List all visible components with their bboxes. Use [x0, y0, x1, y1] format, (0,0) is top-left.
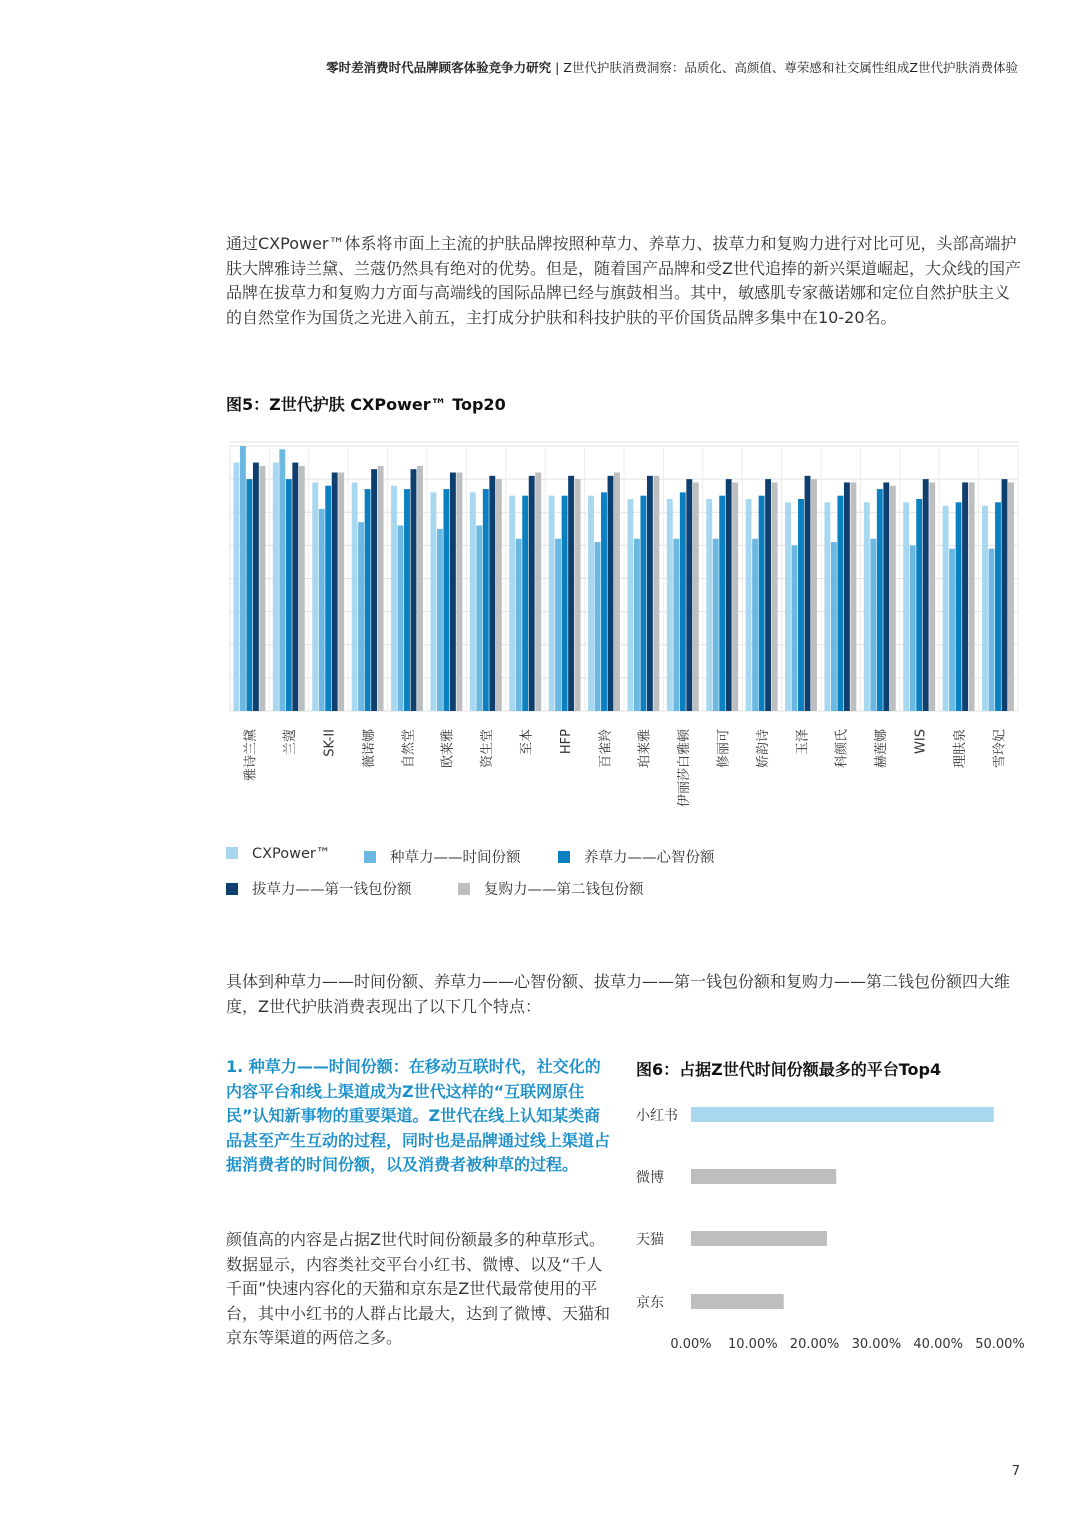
bar	[240, 446, 246, 711]
bar	[627, 499, 633, 711]
category-label: 理肤泉	[952, 729, 968, 769]
header-separator: |	[555, 60, 560, 75]
category-label: 玉泽	[795, 729, 811, 756]
figure5-title: 图5：Z世代护肤 CXPower™ Top20	[226, 395, 506, 414]
platform-label: 天猫	[636, 1232, 664, 1248]
bar	[903, 502, 909, 711]
bar	[752, 539, 758, 711]
bar	[476, 526, 482, 712]
bar	[1002, 479, 1008, 711]
bar	[535, 473, 541, 712]
bar	[691, 1294, 784, 1309]
figure6-chart	[628, 1092, 1048, 1362]
category-label: 兰蔻	[283, 729, 299, 756]
bar	[647, 476, 653, 711]
bar	[706, 499, 712, 711]
bar	[923, 479, 929, 711]
x-tick-label: 30.00%	[851, 1337, 902, 1352]
bar	[831, 542, 837, 711]
platform-label: 京东	[636, 1295, 664, 1311]
report-subtitle: Z世代护肤消费洞察：品质化、高颜值、尊荣感和社交属性组成Z世代护肤消费体验	[563, 60, 1018, 75]
bar	[995, 502, 1001, 711]
bar	[805, 476, 811, 711]
bar	[943, 506, 949, 711]
bar	[450, 473, 456, 712]
category-label: 雅诗兰黛	[243, 729, 259, 782]
bar	[483, 489, 489, 711]
category-label: 雪玲妃	[992, 729, 1008, 769]
bar	[746, 499, 752, 711]
bar	[595, 542, 601, 711]
bar	[634, 539, 640, 711]
bar	[883, 482, 889, 711]
category-label: 娇韵诗	[755, 729, 771, 769]
bar	[640, 496, 646, 711]
bar	[811, 479, 817, 711]
bar	[956, 502, 962, 711]
figure5-chart	[210, 436, 1030, 836]
bar	[279, 449, 285, 711]
legend-item-yangcao	[558, 846, 715, 867]
bar	[1008, 482, 1014, 711]
bar	[575, 479, 581, 711]
bar	[693, 482, 699, 711]
intro-paragraph	[226, 232, 1022, 330]
category-label: HFP	[558, 729, 574, 755]
bar	[614, 473, 620, 712]
bar	[246, 479, 252, 711]
legend-label: CXPower™	[252, 846, 331, 862]
x-tick-label: 40.00%	[913, 1337, 963, 1352]
bar	[726, 479, 732, 711]
bar	[772, 482, 778, 711]
bar	[844, 482, 850, 711]
bar	[691, 1231, 827, 1246]
bar	[358, 522, 364, 711]
bar	[562, 496, 568, 711]
legend-item-cxpower	[226, 846, 330, 862]
legend-item-fugou	[458, 878, 644, 899]
bar	[686, 479, 692, 711]
bar	[352, 482, 358, 711]
legend-swatch	[458, 883, 470, 895]
bar	[864, 502, 870, 711]
intro-text: 通过CXPower™体系将市面上主流的护肤品牌按照种草力、养草力、拔草力和复购力进行对比可见，头部高端护肤大牌雅诗兰黛、兰蔻仍然具有绝对的优势。但是，随着国产品牌和受Z世代追捧的新兴渠道崛起，大众线的国产品牌在拔草力和复购力方面与高端线的国际品牌已经与旗鼓相当。其中，敏感肌专家薇诺娜和定位自然护肤主义的自然堂作为国货之光进入前五，主打成分护肤和科技护肤的平价国货品牌多集中在10-20名。	[226, 234, 1021, 327]
bar	[549, 496, 555, 711]
bar	[470, 492, 476, 711]
legend-label: 养草力——心智份额	[584, 850, 715, 866]
bar	[391, 486, 397, 711]
bar	[365, 489, 371, 711]
legend-swatch	[558, 851, 570, 863]
category-label: SK-II	[322, 729, 338, 757]
bar	[667, 499, 673, 711]
bar	[785, 502, 791, 711]
bar	[824, 502, 830, 711]
bar	[332, 473, 338, 712]
bar	[732, 482, 738, 711]
bar	[837, 496, 843, 711]
legend-item-zhongcao	[364, 846, 521, 867]
bar	[588, 496, 594, 711]
bar	[273, 463, 279, 711]
bar	[404, 489, 410, 711]
legend-swatch	[226, 883, 238, 895]
category-label: 百雀羚	[598, 729, 614, 769]
category-label: WIS	[913, 729, 929, 754]
bar	[568, 476, 574, 711]
callout-text: 1. 种草力——时间份额：在移动互联时代，社交化的内容平台和线上渠道成为Z世代这样的“互联网原住民”认知新事物的重要渠道。Z世代在线上认知某类商品甚至产生互动的过程，同时也是品牌通过线上渠道占据消费者的时间份额，以及消费者被种草的过程。	[226, 1057, 611, 1174]
category-label: 资生堂	[480, 729, 496, 769]
bar	[608, 476, 614, 711]
bar	[969, 482, 975, 711]
bar	[489, 476, 495, 711]
category-label: 薇诺娜	[361, 729, 377, 769]
bar	[916, 499, 922, 711]
bar	[437, 529, 443, 711]
x-tick-label: 10.00%	[728, 1337, 778, 1352]
bar	[798, 499, 804, 711]
bar	[765, 479, 771, 711]
bar	[299, 466, 305, 711]
bar	[456, 473, 462, 712]
bar	[443, 489, 449, 711]
bar	[962, 482, 968, 711]
legend-label: 拔草力——第一钱包份额	[252, 882, 412, 898]
bar	[516, 539, 522, 711]
bar	[555, 539, 561, 711]
section-intro	[226, 970, 1022, 1019]
bar	[719, 496, 725, 711]
category-label: 自然堂	[401, 729, 417, 769]
category-label: 修丽可	[716, 729, 732, 769]
platform-label: 小红书	[636, 1108, 678, 1124]
category-label: 科颜氏	[834, 729, 850, 769]
bar	[496, 479, 502, 711]
bar	[411, 469, 417, 711]
x-tick-label: 0.00%	[670, 1337, 712, 1352]
bar	[253, 463, 259, 711]
platform-label: 微博	[636, 1170, 664, 1186]
bar	[877, 489, 883, 711]
category-label: 至本	[519, 729, 535, 756]
bar	[325, 486, 331, 711]
bar	[673, 539, 679, 711]
x-tick-label: 20.00%	[789, 1337, 840, 1352]
bar	[910, 545, 916, 711]
category-label: 伊丽莎白雅顿	[677, 729, 693, 808]
bar	[680, 492, 686, 711]
running-header	[326, 58, 1018, 76]
bar	[417, 466, 423, 711]
bar	[601, 492, 607, 711]
bar	[312, 482, 318, 711]
bar	[929, 482, 935, 711]
bar	[522, 496, 528, 711]
category-label: 赫莲娜	[874, 729, 890, 769]
page-number: 7	[1011, 1464, 1020, 1479]
bar	[850, 482, 856, 711]
bar	[233, 463, 239, 711]
bar	[989, 549, 995, 711]
figure6-title: 图6：占据Z世代时间份额最多的平台Top4	[636, 1060, 942, 1079]
bar	[259, 466, 265, 711]
bar	[529, 476, 535, 711]
bar	[691, 1169, 836, 1184]
bar	[713, 539, 719, 711]
section-intro-text: 具体到种草力——时间份额、养草力——心智份额、拔草力——第一钱包份额和复购力——第二钱包份额四大维度，Z世代护肤消费表现出了以下几个特点：	[226, 972, 1011, 1016]
bar	[759, 496, 765, 711]
category-label: 珀莱雅	[637, 729, 653, 769]
bar	[949, 549, 955, 711]
bar	[371, 469, 377, 711]
legend-swatch	[226, 847, 238, 859]
bar	[890, 486, 896, 711]
bar	[378, 466, 384, 711]
report-title: 零时差消费时代品牌顾客体验竞争力研究	[326, 60, 552, 75]
bar	[653, 476, 659, 711]
bar	[292, 463, 298, 711]
bar	[430, 492, 436, 711]
bar	[338, 473, 344, 712]
category-label: 欧莱雅	[440, 729, 456, 769]
bar	[982, 506, 988, 711]
legend-item-bacao	[226, 878, 412, 899]
bar	[319, 509, 325, 711]
bar	[398, 526, 404, 712]
legend-swatch	[364, 851, 376, 863]
legend-label: 种草力——时间份额	[390, 850, 521, 866]
bar	[691, 1107, 994, 1122]
legend-label: 复购力——第二钱包份额	[484, 882, 644, 898]
bar	[509, 496, 515, 711]
bar	[792, 545, 798, 711]
bar	[286, 479, 292, 711]
bar	[870, 539, 876, 711]
body-paragraph: 颜值高的内容是占据Z世代时间份额最多的种草形式。数据显示，内容类社交平台小红书、微博、以及“千人千面”快速内容化的天猫和京东是Z世代最常使用的平台，其中小红书的人群占比最大，达到了微博、天猫和京东等渠道的两倍之多。	[226, 1230, 611, 1347]
x-tick-label: 50.00%	[975, 1337, 1025, 1352]
